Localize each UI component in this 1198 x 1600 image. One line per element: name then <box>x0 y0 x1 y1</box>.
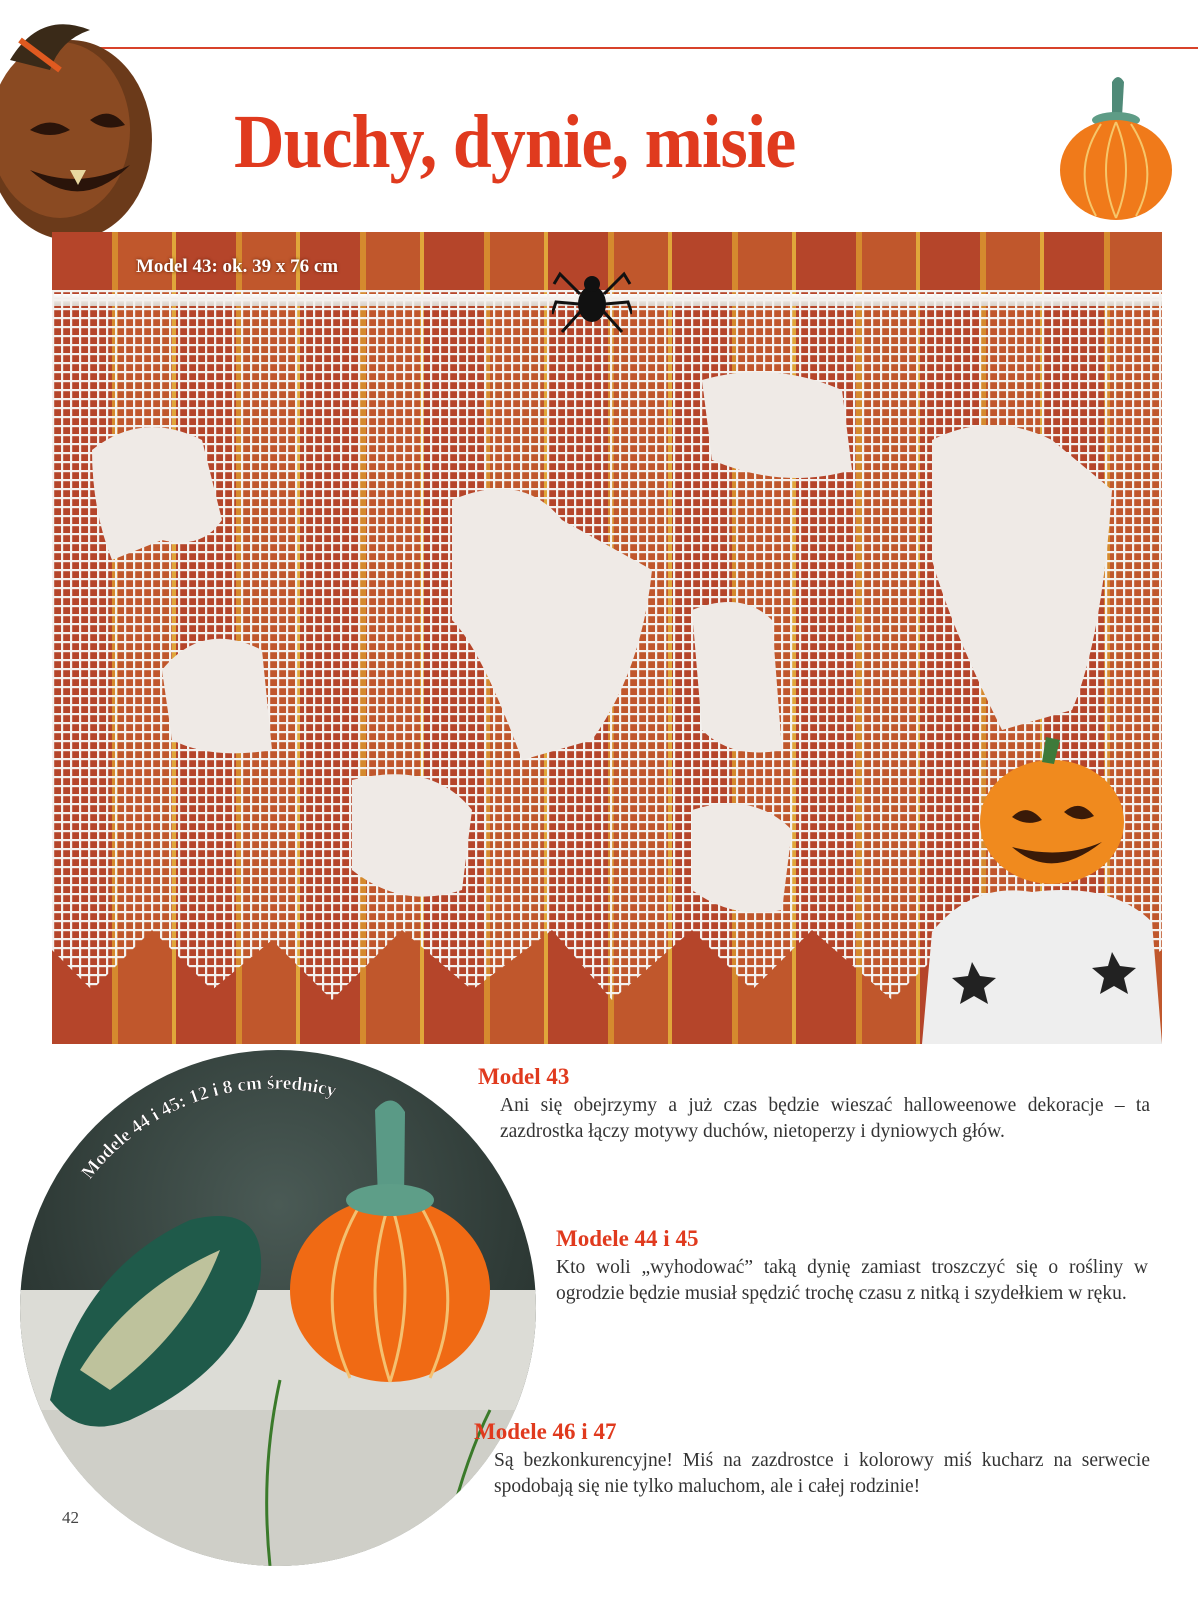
section-heading: Modele 44 i 45 <box>556 1226 699 1251</box>
section-heading: Model 43 <box>478 1064 570 1089</box>
pumpkin-image <box>1056 72 1176 222</box>
section-models-44-45 <box>556 1226 1148 1307</box>
pumpkins-illustration <box>20 1050 536 1566</box>
section-text: Ani się obejrzymy a już czas będzie wieszać halloweenowe dekoracje – ta zazdrostka łączy motywy duchów, nietoperzy i dyniowych głów. <box>500 1095 1150 1143</box>
section-text: Kto woli „wyhodować” taką dynię zamiast troszczyć się o rośliny w ogrodzie będzie musiał spędzić trochę czasu z nitką i szydełkiem w ręku. <box>556 1257 1148 1305</box>
page-title: Duchy, dynie, misie <box>234 100 796 184</box>
section-text: Są bezkonkurencyjne! Miś na zazdrostce i kolorowy miś kucharz na serwecie spodobają się nie tylko maluchom, ale i całej rodzinie! <box>494 1450 1150 1498</box>
section-heading: Modele 46 i 47 <box>474 1419 617 1444</box>
top-rule <box>96 47 1198 49</box>
ghost-lantern-image <box>912 732 1162 1044</box>
jack-o-lantern-image <box>0 0 160 250</box>
section-model-43 <box>478 1064 1150 1145</box>
spider-image <box>552 254 632 344</box>
page-number: 42 <box>62 1508 79 1527</box>
circle-caption: Modele 44 i 45: 12 i 8 cm średnicy <box>77 1072 339 1184</box>
curtain-photo <box>52 232 1162 1044</box>
section-models-46-47 <box>474 1419 1150 1500</box>
pumpkins-photo <box>20 1050 536 1566</box>
photo-caption: Model 43: ok. 39 x 76 cm <box>136 256 339 277</box>
